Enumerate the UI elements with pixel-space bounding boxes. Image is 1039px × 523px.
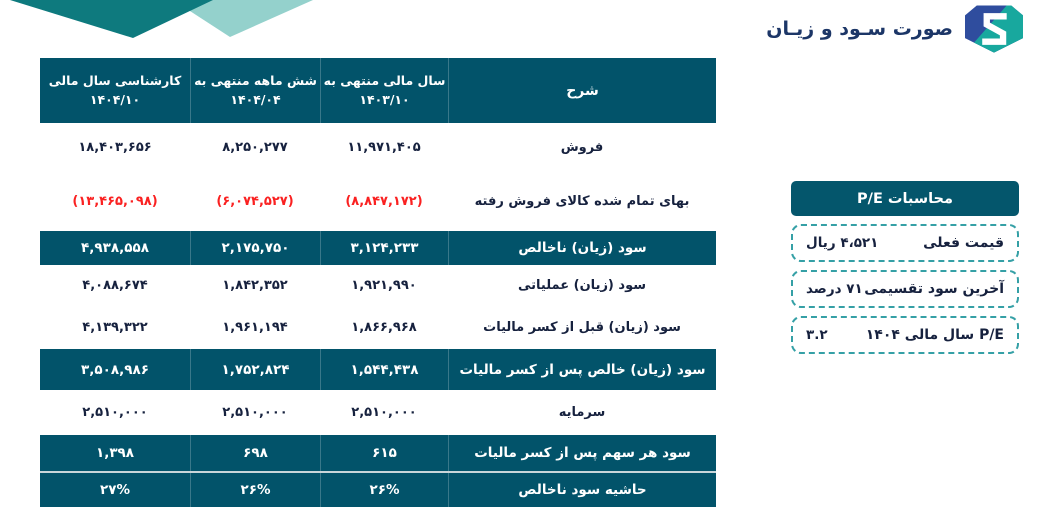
table-row-cogs: بهای تمام شده کالای فروش رفته (۸,۸۴۷,۱۷۲) (۶,۰۷۴,۵۲۷) (۱۳,۴۶۵,۰۹۸) — [40, 172, 716, 231]
table-row-operating-profit: سود (زیان) عملیاتی ۱,۹۲۱,۹۹۰ ۱,۸۴۲,۳۵۲ ۴,۰۸۸,۶۷۴ — [40, 265, 716, 306]
table-row-capital: سرمایه ۲,۵۱۰,۰۰۰ ۲,۵۱۰,۰۰۰ ۲,۵۱۰,۰۰۰ — [40, 390, 716, 435]
pe-item-pe-ratio — [791, 316, 1019, 354]
table-header-row — [40, 58, 716, 123]
company-logo-icon — [965, 3, 1023, 55]
table-row-gross-profit: سود (زیان) ناخالص ۳,۱۲۴,۲۳۳ ۲,۱۷۵,۷۵۰ ۴,۹۳۸,۵۵۸ — [40, 231, 716, 265]
header-description: شرح — [448, 58, 716, 123]
pe-item-value: ۴،۵۲۱ ریال — [806, 235, 879, 251]
header-estimate-1404: کارشناسی سال مالی ۱۴۰۴/۱۰ — [48, 72, 182, 107]
page-title: صورت سـود و زیـان — [766, 18, 953, 40]
table-row-sales: فروش ۱۱,۹۷۱,۴۰۵ ۸,۲۵۰,۲۷۷ ۱۸,۴۰۳,۶۵۶ — [40, 123, 716, 172]
pe-panel-title: محاسبات P/E — [791, 181, 1019, 216]
header-six-months-1404: شش ماهه منتهی به ۱۴۰۴/۰۴ — [190, 58, 320, 123]
table-row-eps-after-tax: سود هر سهم پس از کسر مالیات ۶۱۵ ۶۹۸ ۱,۳۹۸ — [40, 435, 716, 471]
corner-ribbon-decoration — [0, 0, 330, 42]
table-row-profit-before-tax: سود (زیان) قبل از کسر مالیات ۱,۸۶۶,۹۶۸ ۱,۹۶۱,۱۹۴ ۴,۱۳۹,۳۲۲ — [40, 306, 716, 349]
pe-item-value: ۷۱ درصد — [806, 281, 863, 297]
pe-item-last-dividend — [791, 270, 1019, 308]
pe-item-label: آخرین سود تقسیمی — [864, 281, 1004, 297]
table-row-net-profit-after-tax: سود (زیان) خالص پس از کسر مالیات ۱,۵۴۴,۴۳۸ ۱,۷۵۲,۸۲۴ ۳,۵۰۸,۹۸۶ — [40, 349, 716, 390]
pe-item-label: P/E سال مالی ۱۴۰۴ — [865, 327, 1004, 343]
report-header — [766, 3, 1023, 55]
pe-item-value: ۳.۲ — [806, 327, 828, 343]
income-statement-table — [40, 58, 716, 507]
pe-calculations-panel — [791, 181, 1019, 354]
pe-item-current-price — [791, 224, 1019, 262]
pe-item-label: قیمت فعلی — [923, 235, 1004, 251]
table-row-gross-margin: حاشیه سود ناخالص ۲۶% ۲۶% ۲۷% — [40, 471, 716, 507]
header-fiscal-year-1403: سال مالی منتهی به ۱۴۰۳/۱۰ — [320, 58, 448, 123]
